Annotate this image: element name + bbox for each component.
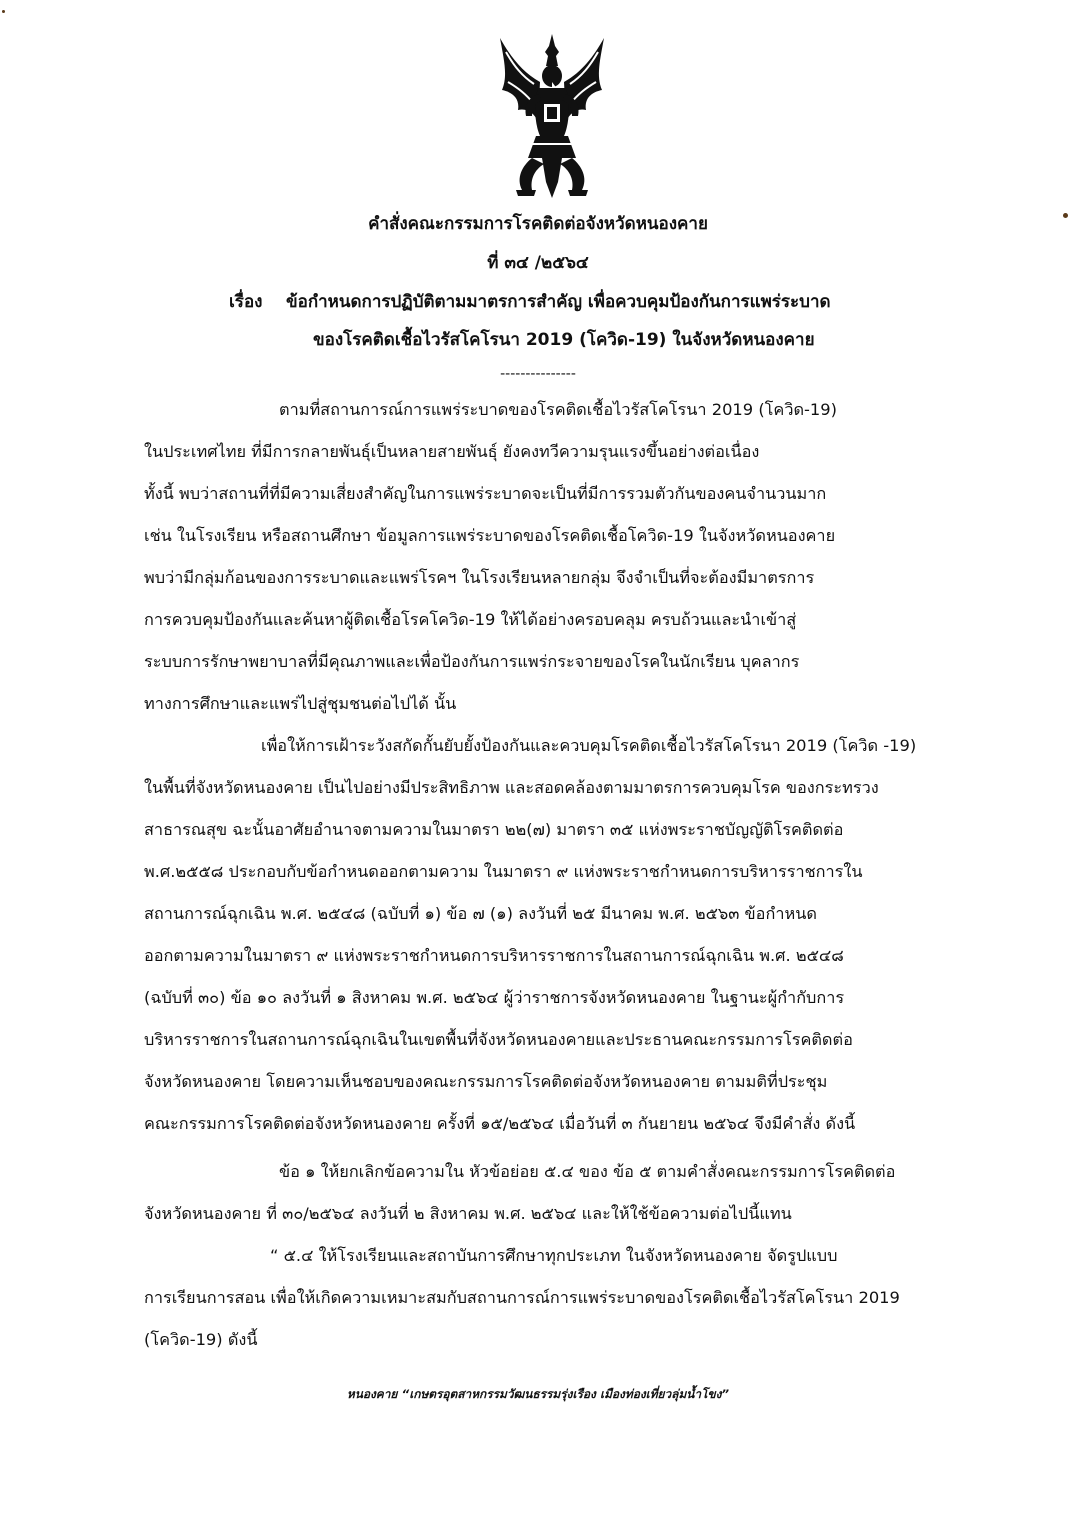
body-line: การควบคุมป้องกันและค้นหาผู้ติดเชื้อโรคโควิด-19 ให้ได้อย่างครอบคลุม ครบถ้วนและนำเข้าสู่ xyxy=(144,610,797,629)
body-line: เช่น ในโรงเรียน หรือสถานศึกษา ข้อมูลการแพร่ระบาดของโรคติดเชื้อโควิด-19 ในจังหวัดหนองคาย xyxy=(144,526,836,545)
garuda-emblem-icon xyxy=(492,32,612,204)
subject-line-2: ของโรคติดเชื้อไวรัสโคโรนา 2019 (โควิด-19) ในจังหวัดหนองคาย xyxy=(313,330,815,350)
body-line: การเรียนการสอน เพื่อให้เกิดความเหมาะสมกับสถานการณ์การแพร่ระบาดของโรคติดเชื้อไวรัสโคโรนา 2019 xyxy=(144,1288,900,1307)
body-line: “ ๕.๔ ให้โรงเรียนและสถาบันการศึกษาทุกประเภท ในจังหวัดหนองคาย จัดรูปแบบ xyxy=(270,1246,838,1265)
body-line: จังหวัดหนองคาย โดยความเห็นชอบของคณะกรรมการโรคติดต่อจังหวัดหนองคาย ตามมติที่ประชุม xyxy=(144,1072,828,1091)
body-line: เพื่อให้การเฝ้าระวังสกัดกั้นยับยั้งป้องกันและควบคุมโรคติดเชื้อไวรัสโคโรนา 2019 (โควิด -19) xyxy=(261,736,917,755)
body-line: ออกตามความในมาตรา ๙ แห่งพระราชกำหนดการบริหารราชการในสถานการณ์ฉุกเฉิน พ.ศ. ๒๕๔๘ xyxy=(144,946,844,965)
body-line: สาธารณสุข ฉะนั้นอาศัยอำนาจตามความในมาตรา ๒๒(๗) มาตรา ๓๕ แห่งพระราชบัญญัติโรคติดต่อ xyxy=(144,820,844,839)
body-line: ตามที่สถานการณ์การแพร่ระบาดของโรคติดเชื้อไวรัสโคโรนา 2019 (โควิด-19) xyxy=(279,400,837,419)
body-line: สถานการณ์ฉุกเฉิน พ.ศ. ๒๕๔๘ (ฉบับที่ ๑) ข้อ ๗ (๑) ลงวันที่ ๒๕ มีนาคม พ.ศ. ๒๕๖๓ ข้อกำหนด xyxy=(144,904,817,923)
body-line: (ฉบับที่ ๓๐) ข้อ ๑๐ ลงวันที่ ๑ สิงหาคม พ.ศ. ๒๕๖๔ ผู้ว่าราชการจังหวัดหนองคาย ในฐานะผู้กำกับการ xyxy=(144,988,845,1007)
body-line: คณะกรรมการโรคติดต่อจังหวัดหนองคาย ครั้งที่ ๑๕/๒๕๖๔ เมื่อวันที่ ๓ กันยายน ๒๕๖๔ จึงมีคำสั่ง ดังนี้ xyxy=(144,1114,856,1133)
province-motto: หนองคาย “เกษตรอุตสาหกรรมวัฒนธรรมรุ่งเรือง เมืองท่องเที่ยวลุ่มน้ำโขง” xyxy=(346,1387,730,1401)
body-line: (โควิด-19) ดังนี้ xyxy=(144,1330,258,1349)
order-number: ที่ ๓๔ /๒๕๖๔ xyxy=(487,253,589,273)
body-line: พบว่ามีกลุ่มก้อนของการระบาดและแพร่โรคฯ ในโรงเรียนหลายกลุ่ม จึงจำเป็นที่จะต้องมีมาตรการ xyxy=(144,568,815,587)
body-line: จังหวัดหนองคาย ที่ ๓๐/๒๕๖๔ ลงวันที่ ๒ สิงหาคม พ.ศ. ๒๕๖๔ และให้ใช้ข้อความต่อไปนี้แทน xyxy=(144,1204,792,1223)
scan-speck xyxy=(1063,213,1068,218)
body-line: ทั้งนี้ พบว่าสถานที่ที่มีความเสี่ยงสำคัญในการแพร่ระบาดจะเป็นที่มีการรวมตัวกันของคนจำนวนมาก xyxy=(144,484,827,503)
body-line: ข้อ ๑ ให้ยกเลิกข้อความใน หัวข้อย่อย ๕.๔ ของ ข้อ ๕ ตามคำสั่งคณะกรรมการโรคติดต่อ xyxy=(279,1162,896,1181)
scan-speck xyxy=(2,10,5,13)
body-line: บริหารราชการในสถานการณ์ฉุกเฉินในเขตพื้นที่จังหวัดหนองคายและประธานคณะกรรมการโรคติดต่อ xyxy=(144,1030,853,1049)
separator: --------------- xyxy=(500,366,576,382)
body-line: ในประเทศไทย ที่มีการกลายพันธุ์เป็นหลายสายพันธุ์ ยังคงทวีความรุนแรงขึ้นอย่างต่อเนื่อง xyxy=(144,442,760,461)
subject-label: เรื่อง xyxy=(229,292,263,312)
order-title: คำสั่งคณะกรรมการโรคติดต่อจังหวัดหนองคาย xyxy=(368,214,708,234)
body-line: พ.ศ.๒๕๕๘ ประกอบกับข้อกำหนดออกตามความ ในมาตรา ๙ แห่งพระราชกำหนดการบริหารราชการใน xyxy=(144,862,863,881)
subject-line-1: ข้อกำหนดการปฏิบัติตามมาตรการสำคัญ เพื่อควบคุมป้องกันการแพร่ระบาด xyxy=(286,292,831,312)
body-line: ระบบการรักษาพยาบาลที่มีคุณภาพและเพื่อป้องกันการแพร่กระจายของโรคในนักเรียน บุคลากร xyxy=(144,652,800,671)
body-line: ในพื้นที่จังหวัดหนองคาย เป็นไปอย่างมีประสิทธิภาพ และสอดคล้องตามมาตรการควบคุมโรค ของกระทรวง xyxy=(144,778,879,797)
body-line: ทางการศึกษาและแพร่ไปสู่ชุมชนต่อไปได้ นั้น xyxy=(144,694,457,713)
